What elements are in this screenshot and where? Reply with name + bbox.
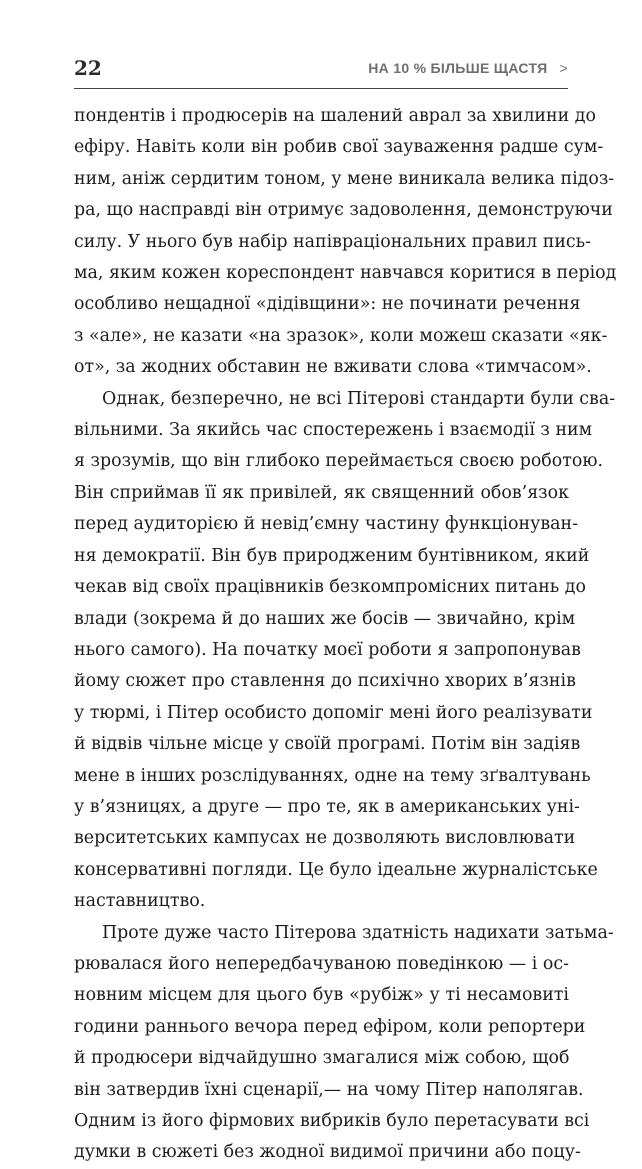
paragraph: [74, 918, 614, 1169]
text-line: нього самого). На початку моєї роботи я запропонував: [74, 639, 581, 660]
text-line: перед аудиторією й невід’ємну частину функціонуван-: [74, 514, 578, 535]
text-line: новним місцем для цього був «рубіж» у ті несамовиті: [74, 985, 569, 1006]
text-line: Проте дуже часто Пітерова здатність надихати затьма-: [102, 922, 614, 943]
text-line: він затвердив їхні сценарії,— на чому Пітер наполягав.: [74, 1079, 584, 1100]
text-line: ефіру. Навіть коли він робив свої зауваження радше сум-: [74, 137, 604, 158]
text-line: ним, аніж сердитим тоном, у мене виникала велика підоз-: [74, 168, 615, 189]
text-line: рювалася його непередбачуваною поведінкою — і ос-: [74, 953, 569, 974]
text-line: пондентів і продюсерів на шалений аврал за хвилини до: [74, 106, 596, 126]
text-line: думки в сюжеті без жодної видимої причини або поцу-: [74, 1142, 581, 1163]
text-line: я зрозумів, що він глибоко переймається своєю роботою.: [74, 451, 604, 472]
text-line: й продюсери відчайдушно змагалися між собою, щоб: [74, 1048, 570, 1069]
header-rule: [74, 88, 568, 89]
text-line: особливо нещадної «дідівщини»: не починати речення: [74, 294, 581, 315]
text-line: наставництво.: [74, 891, 206, 912]
text-line: от», за жодних обставин не вживати слова «тимчасом».: [74, 357, 592, 378]
paragraph: [74, 384, 616, 918]
text-line: верситетських кампусах не дозволяють висловлювати: [74, 828, 576, 849]
text-line: ра, що насправді він отримує задоволення, демонструючи: [74, 200, 613, 221]
text-line: Він сприймав її як привілей, як священний обов’язок: [74, 482, 569, 503]
page-number: 22: [74, 56, 102, 80]
paragraph: [74, 101, 617, 384]
running-title: НА 10 % БІЛЬШЕ ЩАСТЯ: [368, 60, 548, 76]
text-line: мене в інших розслідуваннях, одне на тему зґвалтувань: [74, 765, 591, 786]
text-line: Одним із його фірмових вибриків було перетасувати всі: [74, 1111, 590, 1131]
text-line: ма, яким кожен кореспондент навчався коритися в період: [74, 263, 617, 284]
text-line: консервативні погляди. Це було ідеальне журналістське: [74, 859, 598, 880]
text-line: години раннього вечора перед ефіром, коли репортери: [74, 1016, 586, 1037]
text-line: з «але», не казати «на зразок», коли можеш сказати «як-: [74, 325, 608, 346]
text-line: й відвів чільне місце у своїй програмі. Потім він задіяв: [74, 734, 581, 755]
page-header: [74, 50, 568, 90]
running-head: [368, 60, 568, 76]
book-text-body: [74, 101, 617, 1169]
text-line: влади (зокрема й до наших же босів — звичайно, крім: [74, 608, 576, 629]
chevron-right-icon: >: [559, 60, 568, 76]
text-line: ня демократії. Він був природженим бунтівником, який: [74, 545, 590, 566]
text-line: чекав від своїх працівників безкомпромісних питань до: [74, 577, 586, 598]
text-line: Однак, безперечно, не всі Пітерові стандарти були сва-: [102, 388, 616, 409]
text-line: у в’язницях, а друге — про те, як в американських уні-: [74, 796, 580, 817]
text-line: у тюрмі, і Пітер особисто допоміг мені його реалізувати: [74, 702, 593, 723]
text-line: вільними. За якийсь час спостережень і взаємодії з ним: [74, 420, 593, 441]
text-line: йому сюжет про ставлення до психічно хворих в’язнів: [74, 671, 576, 692]
text-line: силу. У нього був набір напівраціональних правил пись-: [74, 231, 591, 252]
